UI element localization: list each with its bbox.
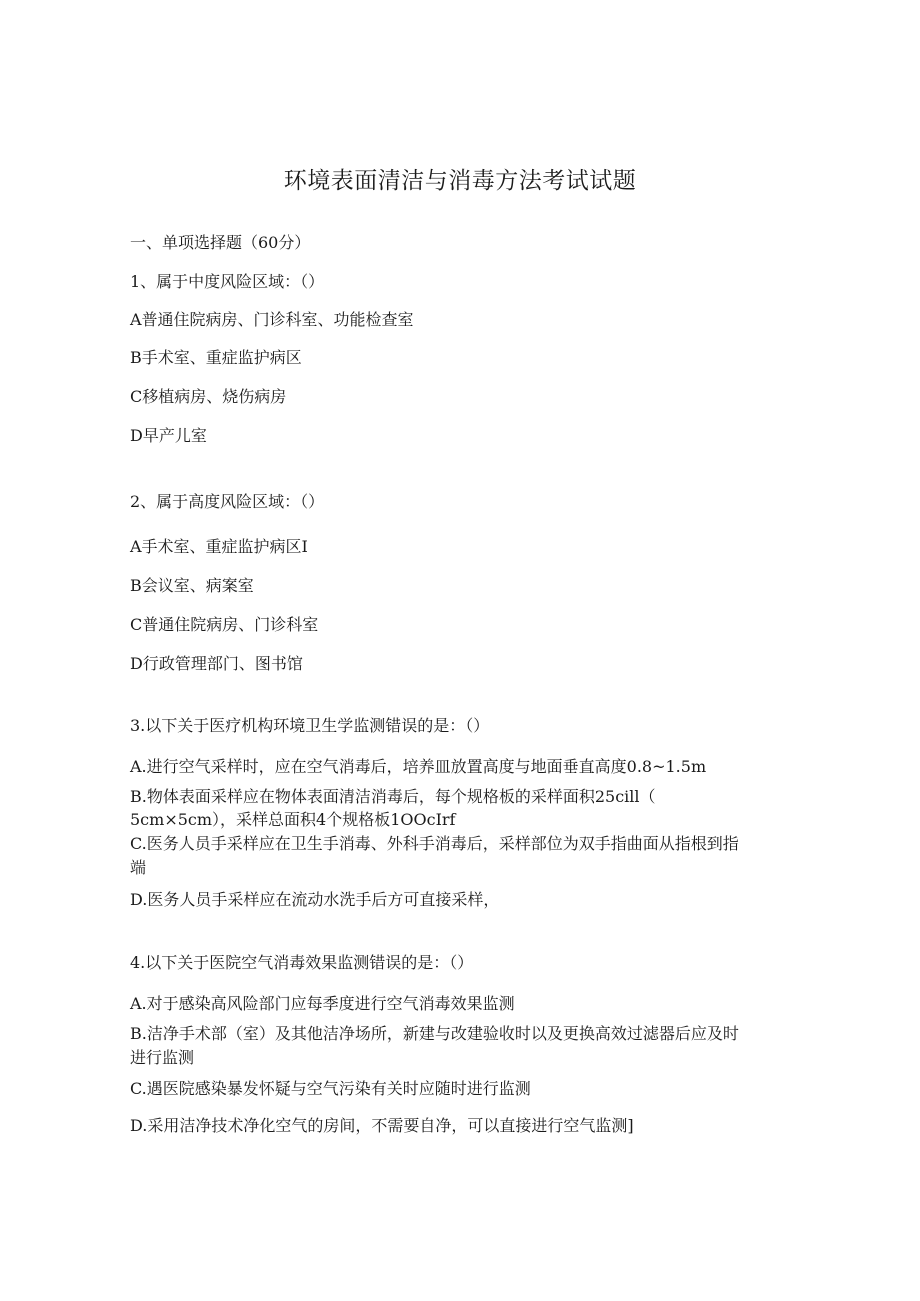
question-3-option-d: D.医务人员手采样应在流动水洗手后方可直接采样，	[130, 890, 500, 909]
document-title: 环境表面清洁与消毒方法考试试题	[283, 168, 637, 194]
question-2-option-d: D行政管理部门、图书馆	[130, 654, 303, 673]
question-2-stem: 2、属于高度风险区域：（）	[130, 492, 325, 511]
question-2-option-b: B会议室、病案室	[130, 576, 254, 595]
section-heading: 一、单项选择题（60分）	[130, 233, 311, 252]
question-1-stem: 1、属于中度风险区域：（）	[130, 272, 325, 291]
question-3-option-c-line-2: 端	[130, 858, 147, 877]
question-3-option-c-line-1: C.医务人员手采样应在卫生手消毒、外科手消毒后，采样部位为双手指曲面从指根到指	[130, 834, 739, 853]
question-3-option-b-line-1: B.物体表面采样应在物体表面清洁消毒后，每个规格板的采样面积25cill（	[130, 787, 656, 806]
question-4-option-b-line-1: B.洁净手术部（室）及其他洁净场所，新建与改建验收时以及更换高效过滤器后应及时	[130, 1024, 739, 1043]
question-1-option-c: C移植病房、烧伤病房	[130, 387, 287, 406]
question-2-option-a: A手术室、重症监护病区I	[130, 537, 308, 556]
question-4-option-a: A.对于感染高风险部门应每季度进行空气消毒效果监测	[130, 994, 515, 1013]
question-3-option-a: A.进行空气采样时，应在空气消毒后，培养皿放置高度与地面垂直高度0.8~1.5m	[130, 757, 707, 776]
question-3-option-b-line-2: 5cm×5cm），采样总面积4个规格板1OOcIrf	[130, 810, 456, 829]
question-1-option-d: D早产儿室	[130, 426, 207, 445]
question-1-option-b: B手术室、重症监护病区	[130, 348, 302, 367]
question-2-option-c: C普通住院病房、门诊科室	[130, 615, 319, 634]
question-3-stem: 3.以下关于医疗机构环境卫生学监测错误的是：（）	[130, 716, 490, 735]
question-1-option-a: A普通住院病房、门诊科室、功能检查室	[130, 310, 414, 329]
question-4-option-d: D.采用洁净技术净化空气的房间，不需要自净，可以直接进行空气监测]	[130, 1116, 634, 1135]
question-4-stem: 4.以下关于医院空气消毒效果监测错误的是：（）	[130, 953, 474, 972]
question-4-option-b-line-2: 进行监测	[130, 1048, 195, 1067]
question-4-option-c: C.遇医院感染暴发怀疑与空气污染有关时应随时进行监测	[130, 1079, 531, 1098]
